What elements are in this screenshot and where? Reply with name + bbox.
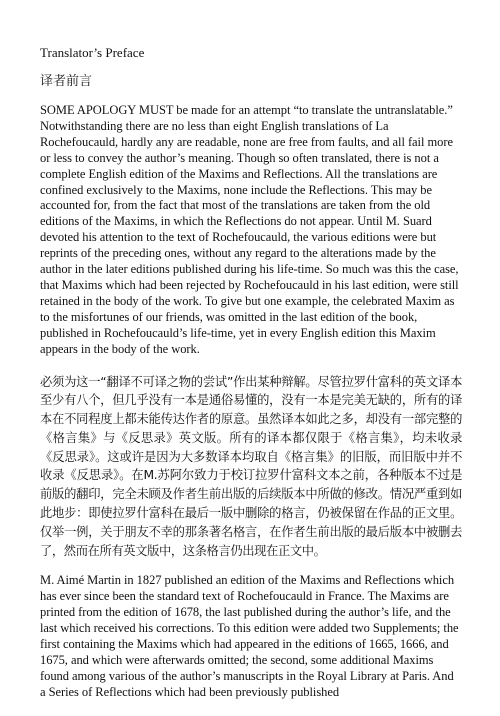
paragraph-chinese-1: 必须为这一“翻译不可译之物的尝试”作出某种辩解。尽管拉罗什富科的英文译本至少有八个，但几乎没有一本是通俗易懂的，没有一本是完美无缺的，所有的译本在不同程度上都未能传达作者的原意。虽然译本如此之多，却没有一部完整的《格言集》与《反思录》英文版。所有的译本都仅限于《格言集》，均未收录《反思录》。这或许是因为大多数译本均取自《格言集》的旧版，而旧版中并不收录《反思录》。在M.苏阿尔致力于校订拉罗什富科文本之前，各种版本不过是前版的翻印，完全未顾及作者生前出版的后续版本中所做的修改。情况严重到如此地步：即使拉罗什富科在最后一版中删除的格言，仍被保留在作品的正文里。仅举一例，关于朋友不幸的那条著名格言，在作者生前出版的最后版本中被删去了，然而在所有英文版中，这条格言仍出现在正文中。 <box>40 374 462 558</box>
page-title-english: Translator’s Preface <box>40 45 145 60</box>
paragraph-english-1: SOME APOLOGY MUST be made for an attempt “to translate the untranslatable.” Notwithstanding there are no less than eight English translations of La Rochefoucauld, hardly any are readable, none are free from faults, and all fail more or less to convey the author’s meaning. Though so often translated, there is not a complete English edition of the Maxims and Reflections. All the translations are confined exclusively to the Maxims, none include the Reflections. This may be accounted for, from the fact that most of the translations are taken from the old editions of the Maxims, in which the Reflections do not appear. Until M. Suard devoted his attention to the text of Rochefoucauld, the various editions were but reprints of the preceding ones, without any regard to the alterations made by the author in the later editions published during his life-time. So much was this the case, that Maxims which had been rejected by Rochefoucauld in his last edition, were still retained in the body of the work. To give but one example, the celebrated Maxim as to the misfortunes of our friends, was omitted in the last edition of the book, published in Rochefoucauld’s life-time, yet in every English edition this Maxim appears in the body of the work. <box>40 103 459 356</box>
paragraph-english-2: M. Aimé Martin in 1827 published an edition of the Maxims and Reflections which has ever since been the standard text of Rochefoucauld in France. The Maxims are printed from the edition of 1678, the last published during the author’s life, and the last which received his corrections. To this edition were added two Supplements; the first containing the Maxims which had appeared in the editions of 1665, 1666, and 1675, and which were afterwards omitted; the second, some additional Maxims found among various of the author’s manuscripts in the Royal Library at Paris. And a Series of Reflections which had been previously published <box>40 573 459 699</box>
page-title-chinese: 译者前言 <box>40 74 93 89</box>
document-page <box>40 44 462 716</box>
